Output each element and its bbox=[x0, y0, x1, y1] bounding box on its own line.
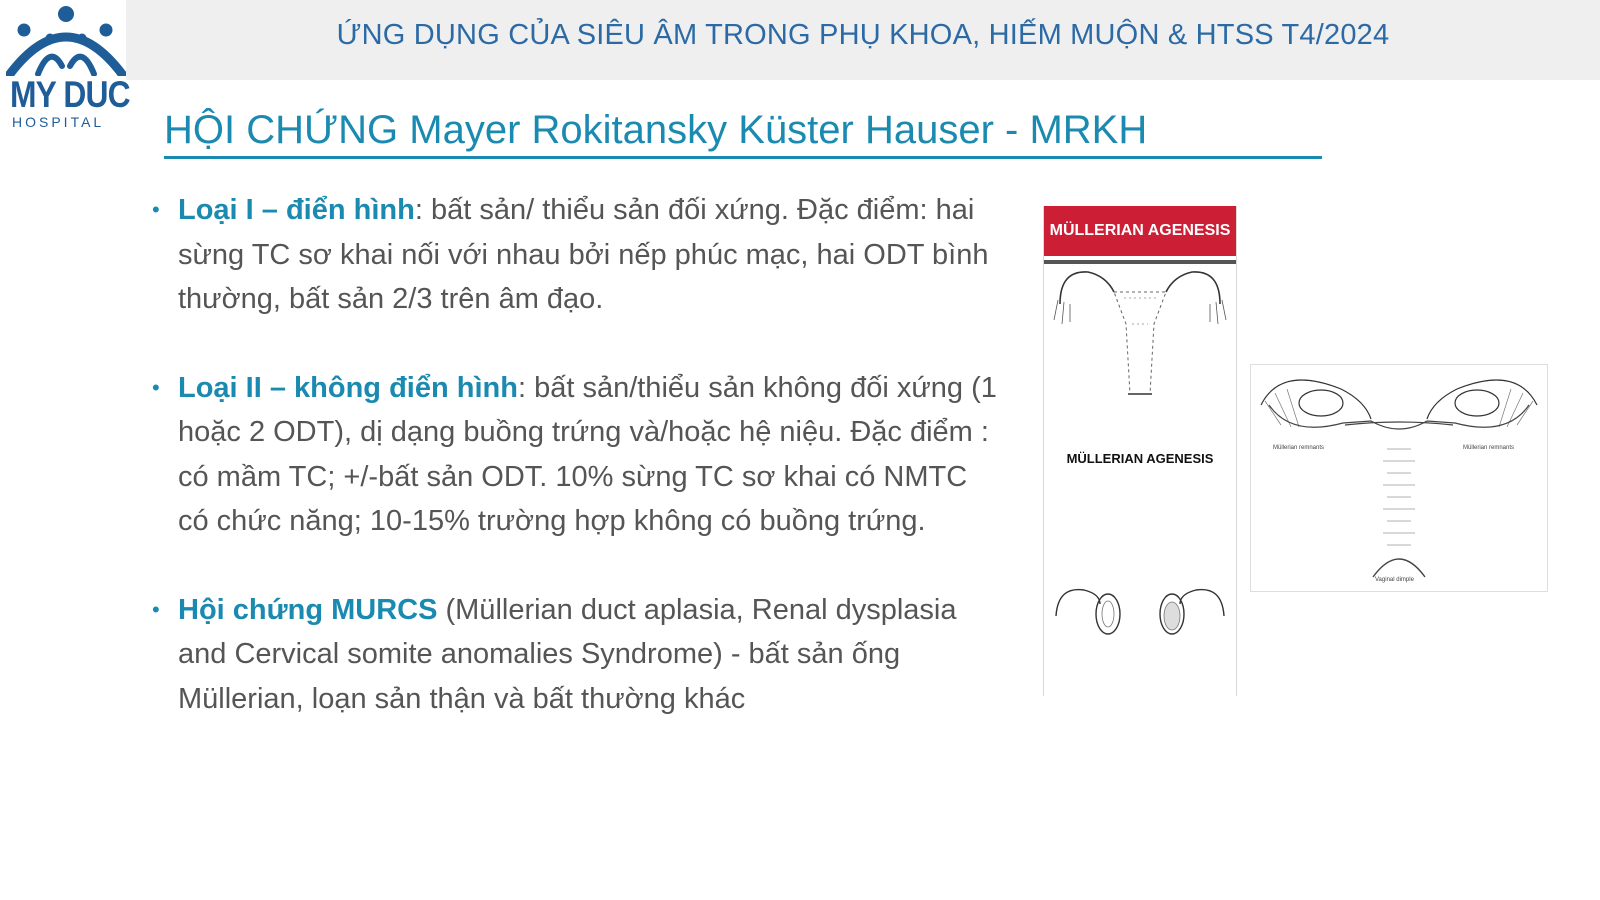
label-remnants-left: Müllerian remnants bbox=[1273, 445, 1325, 451]
my-duc-logo bbox=[6, 4, 130, 132]
family-icon bbox=[6, 4, 126, 76]
label-vaginal-dimple: Vaginal dimple bbox=[1375, 577, 1414, 583]
bullet-dot-icon: • bbox=[152, 374, 160, 400]
bullet-lead: Hội chứng MURCS bbox=[178, 593, 438, 626]
uterus-outline-icon bbox=[1044, 264, 1236, 414]
title-underline bbox=[164, 156, 1322, 159]
bullet-murcs bbox=[152, 588, 1002, 722]
bullet-lead: Loại II – không điển hình bbox=[178, 371, 518, 404]
conference-title: ỨNG DỤNG CỦA SIÊU ÂM TRONG PHỤ KHOA, HIẾM MUỘN & HTSS T4/2024 bbox=[336, 19, 1390, 51]
bullet-list bbox=[152, 188, 1002, 765]
bullet-type-2 bbox=[152, 366, 1002, 544]
bullet-dot-icon: • bbox=[152, 197, 160, 222]
bullet-text: : bất sản/ thiểu sản đối xứng. Đặc điểm: hai sừng TC sơ khai nối với nhau bởi nếp phúc mạc, hai ODT bình thường, bất sản 2/3 trên âm đạo. bbox=[178, 194, 989, 315]
slide-title: HỘI CHỨNG Mayer Rokitansky Küster Hauser - MRKH bbox=[164, 108, 1148, 152]
remnant-ovaries-icon bbox=[1044, 576, 1236, 656]
remnants-drawing-icon bbox=[1251, 365, 1547, 591]
bullet-dot-icon: • bbox=[152, 596, 160, 622]
bullet-text: (Müllerian duct aplasia, Renal dysplasia and Cervical somite anomalies Syndrome) - bất sản ống Müllerian, loạn sản thận và bất thường khác bbox=[178, 593, 957, 715]
mullerian-remnants-figure bbox=[1250, 364, 1548, 592]
logo-name: MY DUC bbox=[10, 74, 130, 115]
figure-banner: MÜLLERIAN AGENESIS bbox=[1044, 206, 1236, 256]
figure-caption: MÜLLERIAN AGENESIS bbox=[1066, 451, 1214, 466]
bullet-text: : bất sản/thiểu sản không đối xứng (1 hoặc 2 ODT), dị dạng buồng trứng và/hoặc hệ niệu. Đặc điểm : có mầm TC; +/-bất sản ODT. 10% sừng TC sơ khai có NMTC có chức năng; 10-15% trường hợp không có buồng trứng. bbox=[178, 371, 997, 537]
logo-subtitle: HOSPITAL bbox=[12, 114, 105, 130]
bullet-lead: Loại I – điển hình bbox=[178, 194, 415, 226]
mullerian-agenesis-figure bbox=[1043, 206, 1237, 696]
bullet-type-1 bbox=[152, 188, 1002, 322]
label-remnants-right: Müllerian remnants bbox=[1463, 445, 1515, 451]
